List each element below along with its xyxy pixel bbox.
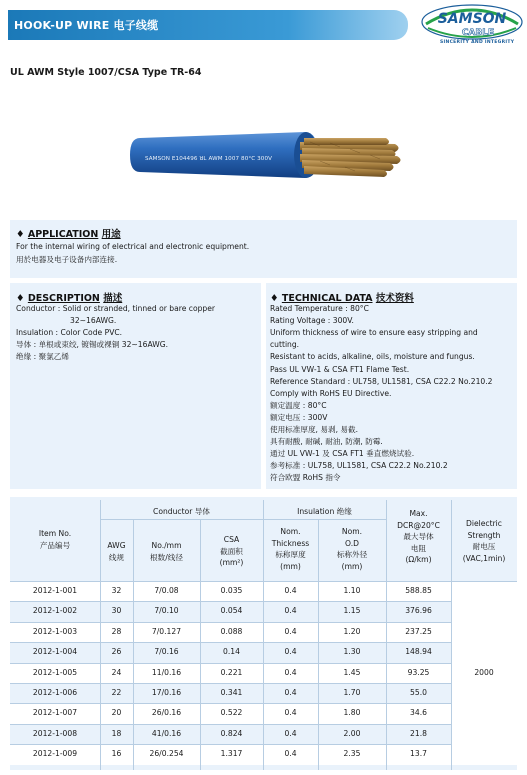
svg-text:SAMSON: SAMSON	[437, 11, 507, 27]
cell-awg: 20	[111, 708, 122, 718]
description-line: Insulation : Color Code PVC.	[16, 328, 123, 337]
table-divider	[100, 519, 386, 520]
table-divider	[10, 724, 451, 725]
technical-line: 参考标准 : UL758, UL1581, CSA C22.2 No.210.2	[270, 461, 448, 471]
diamond-icon: ♦	[270, 293, 279, 304]
header-dcr-line: Max.	[409, 509, 428, 518]
cell-dcr: 148.94	[405, 647, 432, 657]
cell-dcr: 55.0	[410, 688, 427, 697]
table-divider	[10, 683, 451, 684]
technical-line: Comply with RoHS EU Directive.	[270, 388, 392, 398]
header-dielectric-line: Strength	[467, 530, 501, 540]
cell-no-mm: 11/0.16	[151, 667, 182, 677]
technical-line: 符合欧盟 RoHS 指令	[270, 473, 341, 483]
cable-illustration	[0, 86, 527, 214]
cell-od: 1.45	[343, 667, 361, 677]
cell-awg: 16	[111, 749, 122, 759]
diamond-icon: ♦	[16, 293, 25, 304]
cell-thickness: 0.4	[284, 749, 297, 759]
technical-line: 额定温度 : 80°C	[270, 400, 327, 410]
header-insulation: Insulation 绝缘	[297, 507, 352, 516]
cell-od: 1.10	[343, 586, 361, 595]
cell-item-no: 2012-1-002	[32, 606, 78, 616]
header-awg	[100, 540, 133, 563]
cell-dcr: 93.25	[407, 667, 430, 677]
header-dielectric	[451, 518, 517, 564]
technical-line: Reference Standard : UL758, UL1581, CSA C22.2 No.210.2	[270, 376, 493, 386]
cell-awg: 26	[111, 647, 122, 657]
header-awg-line: AWG	[107, 541, 126, 550]
cell-dcr: 34.6	[410, 708, 427, 718]
technical-line: 额定电压 : 300V	[270, 412, 328, 422]
cell-csa: 0.054	[220, 606, 243, 616]
table-divider	[10, 642, 451, 643]
cell-csa: 0.522	[220, 708, 243, 718]
header-dielectric-line: (VAC,1min)	[462, 553, 506, 563]
cell-awg: 22	[111, 688, 122, 697]
diamond-icon: ♦	[16, 229, 25, 240]
cable-print-text: SAMSON E104496 ꓤL AWM 1007 80°C 300V	[145, 156, 273, 162]
description-title-cn: 描述	[103, 293, 123, 304]
cell-item-no: 2012-1-004	[32, 647, 78, 657]
description-title	[16, 290, 122, 304]
header-csa	[200, 534, 263, 569]
table-divider	[10, 703, 451, 704]
cell-no-mm: 7/0.10	[154, 606, 179, 616]
svg-text:CABLE: CABLE	[461, 28, 495, 38]
header-conductor: Conductor 导体	[153, 507, 210, 516]
description-line: 绝缘 : 聚氯乙烯	[16, 352, 69, 361]
cell-thickness: 0.4	[284, 667, 297, 677]
application-line: For the internal wiring of electrical and electronic equipment.	[16, 242, 250, 251]
cell-no-mm: 26/0.254	[149, 749, 184, 759]
cell-awg: 32	[111, 586, 122, 595]
header-nom-od-line: 标称外径	[336, 550, 368, 559]
header-dcr-line: 电阻	[410, 543, 427, 553]
header-item-no-line: Item No.	[38, 529, 72, 538]
cell-dielectric: 2000	[474, 667, 494, 677]
cell-thickness: 0.4	[284, 688, 297, 697]
header-item-no-line: 产品编号	[39, 540, 71, 550]
cell-csa: 0.341	[220, 688, 243, 697]
cell-thickness: 0.4	[284, 626, 297, 636]
cell-thickness: 0.4	[284, 728, 297, 738]
cell-csa: 0.221	[220, 667, 243, 677]
cell-no-mm: 7/0.127	[151, 626, 182, 636]
cell-dcr: 588.85	[405, 586, 432, 595]
header-nom-od	[318, 526, 386, 572]
application-line: 用於电器及电子设备内部连接.	[16, 255, 118, 264]
header-nom-thickness-line: Thickness	[271, 538, 310, 548]
cell-item-no: 2012-1-009	[32, 749, 78, 759]
header-no-mm-line: 根数/线径	[150, 552, 183, 562]
cell-dcr: 13.7	[410, 749, 427, 759]
header-dielectric-line: Dielectric	[466, 519, 502, 528]
cell-od: 1.80	[343, 708, 361, 718]
cell-item-no: 2012-1-007	[32, 708, 78, 718]
cell-csa: 0.14	[223, 647, 240, 657]
cell-dcr: 376.96	[405, 606, 432, 616]
technical-title-cn: 技术资料	[375, 293, 414, 304]
header-no-mm	[133, 540, 200, 563]
table-divider	[10, 744, 451, 745]
cell-no-mm: 7/0.16	[154, 647, 179, 657]
product-subtitle: UL AWM Style 1007/CSA Type TR-64	[10, 67, 202, 78]
header-nom-od-line: O.D	[345, 538, 359, 548]
cell-awg: 18	[111, 728, 122, 738]
cell-od: 2.35	[343, 749, 361, 759]
header-csa-line: 截面积	[220, 546, 243, 556]
cell-item-no: 2012-1-003	[32, 626, 78, 636]
application-title	[16, 226, 121, 240]
cell-awg: 28	[111, 626, 122, 636]
header-title: HOOK-UP WIRE 电子线缆	[14, 19, 159, 32]
header-dcr-line: 最大导体	[403, 532, 434, 541]
description-line: 32~16AWG.	[70, 316, 117, 325]
cell-no-mm: 26/0.16	[151, 708, 182, 718]
table-divider	[10, 601, 451, 602]
technical-title	[270, 290, 414, 304]
description-line: Conductor : Solid or stranded, tinned or bare copper	[16, 304, 216, 313]
header-nom-thickness-line: 标称厚度	[275, 550, 306, 559]
technical-line: 使用标准厚度, 易剥, 易截.	[270, 425, 359, 434]
page-header	[0, 0, 527, 54]
technical-line: Rated Temperature : 80°C	[270, 304, 369, 313]
cell-csa: 0.088	[220, 626, 243, 636]
header-dcr-line: DCR@20°C	[397, 520, 440, 530]
cell-dcr: 237.25	[405, 626, 432, 636]
cell-od: 2.00	[343, 728, 361, 738]
cell-item-no: 2012-1-006	[32, 688, 78, 697]
application-title-en: APPLICATION	[27, 229, 99, 240]
cell-no-mm: 17/0.16	[151, 688, 182, 697]
cell-od: 1.20	[343, 626, 361, 636]
cell-awg: 30	[111, 606, 122, 616]
cell-thickness: 0.4	[284, 647, 297, 657]
table-divider	[10, 663, 451, 664]
cell-od: 1.70	[343, 688, 361, 697]
technical-line: cutting.	[270, 340, 300, 350]
cell-no-mm: 7/0.08	[154, 586, 179, 595]
cable-graphic	[0, 86, 527, 214]
header-nom-od-line: Nom.	[341, 527, 363, 536]
cell-item-no: 2012-1-001	[32, 586, 78, 595]
cell-csa: 0.824	[220, 728, 243, 738]
cell-csa: 0.035	[220, 586, 243, 595]
technical-line: Resistant to acids, alkaline, oils, moisture and fungus.	[270, 352, 475, 362]
cell-dcr: 21.8	[410, 728, 427, 738]
header-dcr-line: (Ω/km)	[405, 555, 432, 564]
header-csa-line: (mm²)	[219, 558, 244, 567]
cell-item-no: 2012-1-005	[32, 667, 78, 677]
technical-title-en: TECHNICAL DATA	[281, 293, 373, 304]
header-awg-line: 线规	[108, 552, 125, 562]
table-divider	[10, 622, 451, 623]
technical-line: Pass UL VW-1 & CSA FT1 Flame Test.	[270, 364, 410, 374]
cell-csa: 1.317	[220, 749, 243, 759]
header-dielectric-line: 耐电压	[472, 542, 496, 551]
header-nom-od-line: (mm)	[341, 561, 363, 571]
cell-item-no: 2012-1-008	[32, 728, 78, 738]
cell-thickness: 0.4	[284, 606, 297, 616]
header-nom-thickness	[263, 526, 318, 572]
header-no-mm-line: No./mm	[151, 541, 182, 550]
cell-awg: 24	[111, 667, 122, 677]
header-item-no	[10, 528, 100, 551]
technical-line: Rating Voltage : 300V.	[270, 316, 354, 326]
cell-od: 1.30	[343, 647, 361, 657]
cell-od: 1.15	[343, 606, 361, 616]
table-divider	[451, 500, 452, 770]
logo-tagline: SINCERITY AND INTEGRITY	[440, 40, 515, 45]
header-nom-thickness-line: (mm)	[280, 561, 301, 571]
description-title-en: DESCRIPTION	[27, 293, 100, 304]
description-line: 导体 : 单根或束绞, 镀锡或裸铜 32~16AWG.	[16, 340, 169, 349]
cell-no-mm: 41/0.16	[151, 728, 182, 738]
technical-line: Uniform thickness of wire to ensure easy stripping and	[270, 328, 478, 338]
application-title-cn: 用途	[101, 229, 121, 240]
header-nom-thickness-line: Nom.	[280, 527, 301, 536]
cell-thickness: 0.4	[284, 708, 297, 718]
cell-thickness: 0.4	[284, 586, 297, 595]
header-csa-line: CSA	[223, 535, 240, 544]
header-dcr	[386, 508, 451, 566]
technical-line: 具有耐酸, 耐碱, 耐油, 防潮, 防霉.	[270, 437, 383, 447]
technical-line: 通过 UL VW-1 及 CSA FT1 垂直燃烧试验.	[270, 449, 415, 459]
